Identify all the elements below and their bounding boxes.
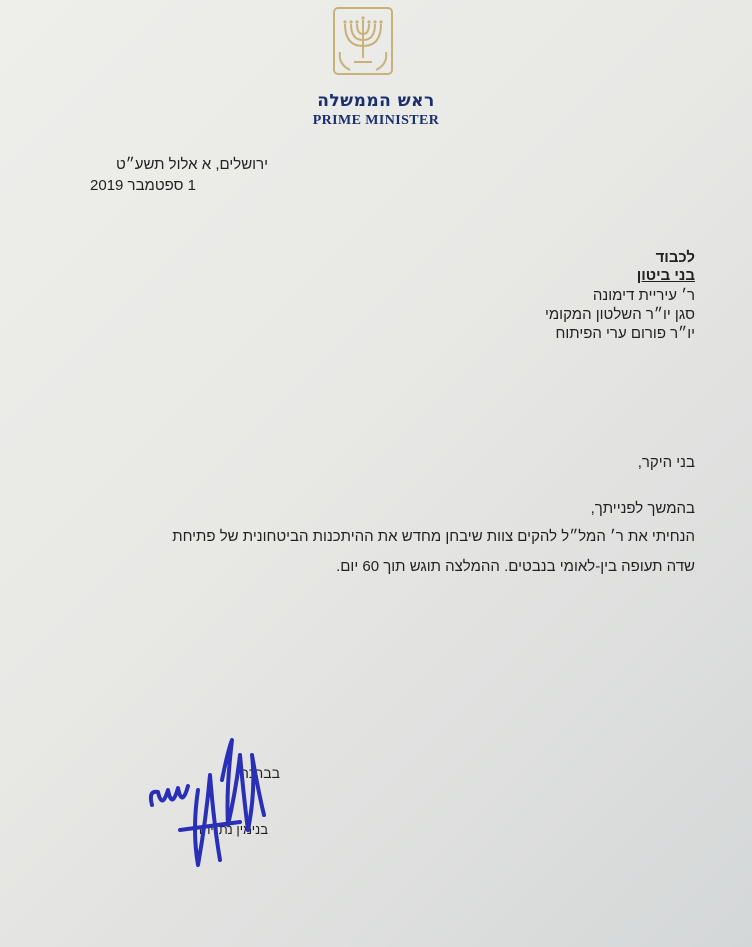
gregorian-date: 1 ספטמבר 2019 (90, 177, 196, 194)
recipient-title-line: ר׳ עיריית דימונה (592, 287, 695, 304)
letter-paragraph: הנחיתי את ר׳ המל״ל להקים צוות שיבחן מחדש את ההיתכנות הביטחונית של פתיחת (172, 528, 695, 545)
letterhead-title-english: PRIME MINISTER (312, 113, 440, 128)
recipient-name: בני ביטון (636, 267, 695, 284)
hebrew-date: ירושלים, א אלול תשע״ט (115, 156, 268, 173)
signatory-name: בנימין נתניהו (198, 822, 268, 837)
letter-greeting: בני היקר, (637, 454, 695, 471)
menorah-emblem-icon (332, 6, 394, 76)
recipient-title-line: יו״ר פורום ערי הפיתוח (555, 325, 695, 342)
recipient-honorific: לכבוד (655, 249, 695, 266)
letter-paragraph: שדה תעופה בין-לאומי בנבטים. ההמלצה תוגש תוך 60 יום. (336, 558, 695, 575)
letterhead-title-hebrew: ראש הממשלה (317, 91, 435, 111)
recipient-title-line: סגן יו״ר השלטון המקומי (544, 306, 695, 323)
letter-closing: בברכה, (236, 765, 280, 781)
letter-paragraph: בהמשך לפנייתך, (590, 500, 695, 517)
handwritten-signature (140, 730, 280, 880)
